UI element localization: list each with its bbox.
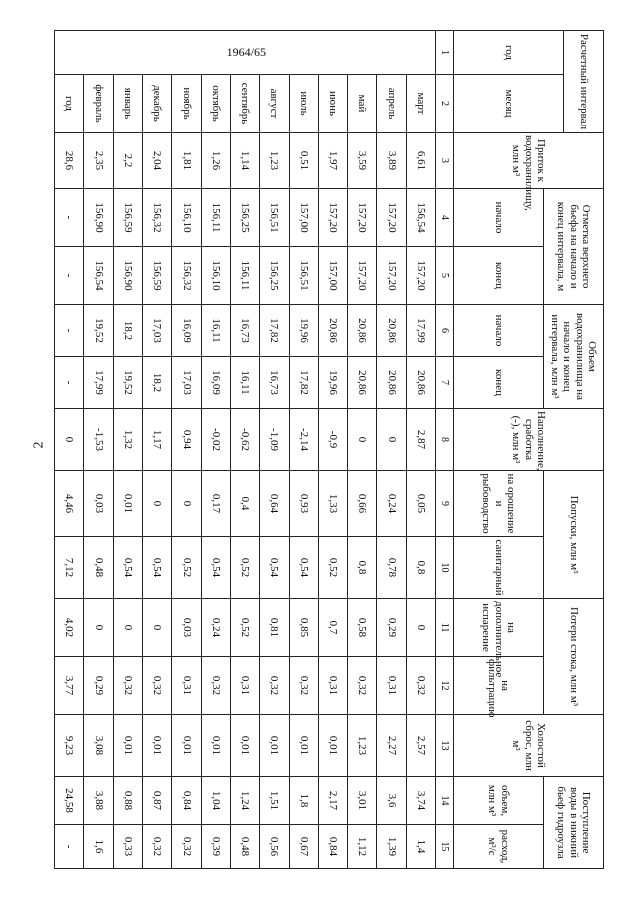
value-cell: 0,56 — [260, 825, 289, 869]
value-cell: 3,89 — [377, 133, 406, 189]
column-index-cell: 7 — [436, 357, 454, 409]
value-cell: 0,84 — [172, 777, 201, 825]
value-cell: 20,86 — [377, 357, 406, 409]
value-cell: 156,32 — [172, 247, 201, 305]
value-cell: 0,32 — [172, 825, 201, 869]
value-cell: 157,20 — [348, 247, 377, 305]
table-row — [260, 31, 289, 869]
value-cell: 0,32 — [260, 657, 289, 715]
value-cell: 16,11 — [230, 357, 259, 409]
value-cell: 156,11 — [230, 247, 259, 305]
value-cell: 156,10 — [172, 189, 201, 247]
value-cell: - — [55, 189, 84, 247]
value-cell: 16,11 — [201, 305, 230, 357]
value-cell: - — [55, 305, 84, 357]
value-cell: 19,96 — [289, 305, 318, 357]
table-row — [201, 31, 230, 869]
header-sanitary: санитарный — [454, 537, 544, 599]
value-cell: 7,12 — [55, 537, 84, 599]
value-cell: 0,31 — [230, 657, 259, 715]
column-index-cell: 9 — [436, 471, 454, 537]
value-cell: 0,48 — [84, 537, 113, 599]
year-cell — [55, 31, 436, 75]
value-cell: 0,31 — [172, 657, 201, 715]
value-cell: 1,51 — [260, 777, 289, 825]
value-cell: 0 — [143, 599, 172, 657]
value-cell: 156,54 — [84, 247, 113, 305]
value-cell: 16,09 — [172, 305, 201, 357]
value-cell: 3,6 — [377, 777, 406, 825]
header-level-end: конец — [454, 247, 544, 305]
header-volume-start: начало — [454, 305, 544, 357]
table-row — [172, 31, 201, 869]
value-cell: 2,35 — [84, 133, 113, 189]
value-cell: 17,82 — [289, 357, 318, 409]
value-cell: 156,59 — [143, 247, 172, 305]
value-cell: 0,32 — [348, 657, 377, 715]
value-cell: 0,52 — [172, 537, 201, 599]
value-cell: 0,01 — [172, 715, 201, 777]
value-cell: -0,62 — [230, 409, 259, 471]
value-cell: 0,78 — [377, 537, 406, 599]
month-cell: декабрь — [143, 75, 172, 133]
value-cell: 0,01 — [201, 715, 230, 777]
value-cell: 0,66 — [348, 471, 377, 537]
value-cell: 0,54 — [260, 537, 289, 599]
header-level-start: начало — [454, 189, 544, 247]
value-cell: 0 — [143, 471, 172, 537]
table-row — [230, 31, 259, 869]
value-cell: 1,6 — [84, 825, 113, 869]
value-cell: 0,52 — [230, 537, 259, 599]
value-cell: 0,81 — [260, 599, 289, 657]
value-cell: 1,04 — [201, 777, 230, 825]
value-cell: 3,59 — [348, 133, 377, 189]
table-row — [348, 31, 377, 869]
value-cell: 3,88 — [84, 777, 113, 825]
value-cell: 0,32 — [113, 657, 142, 715]
value-cell: 19,52 — [113, 357, 142, 409]
value-cell: 0,54 — [201, 537, 230, 599]
value-cell: -1,53 — [84, 409, 113, 471]
value-cell: 19,52 — [84, 305, 113, 357]
value-cell: -0,9 — [318, 409, 347, 471]
column-index-cell: 10 — [436, 537, 454, 599]
month-cell: июль — [289, 75, 318, 133]
value-cell: 17,82 — [260, 305, 289, 357]
value-cell: 0,32 — [406, 657, 435, 715]
value-cell: 0,05 — [406, 471, 435, 537]
table-row — [318, 31, 347, 869]
value-cell: 9,23 — [55, 715, 84, 777]
value-cell: 0 — [55, 409, 84, 471]
value-cell: 20,86 — [348, 357, 377, 409]
value-cell: 28,6 — [55, 133, 84, 189]
reservoir-balance-table — [54, 30, 604, 869]
value-cell: 156,59 — [113, 189, 142, 247]
value-cell: 1,32 — [113, 409, 142, 471]
value-cell: 1,81 — [172, 133, 201, 189]
value-cell: 1,39 — [377, 825, 406, 869]
value-cell: 1,33 — [318, 471, 347, 537]
value-cell: 1,97 — [318, 133, 347, 189]
header-month: месяц — [454, 75, 564, 133]
column-index-cell: 13 — [436, 715, 454, 777]
value-cell: 156,54 — [406, 189, 435, 247]
value-cell: 0,58 — [348, 599, 377, 657]
value-cell: 0,54 — [113, 537, 142, 599]
header-evaporation: на дополнительное испарение — [454, 599, 544, 657]
value-cell: 0,01 — [113, 715, 142, 777]
month-cell: февраль — [84, 75, 113, 133]
value-cell: 156,90 — [84, 189, 113, 247]
value-cell: 20,86 — [406, 357, 435, 409]
value-cell: 0 — [406, 599, 435, 657]
value-cell: 157,20 — [318, 189, 347, 247]
value-cell: -1,09 — [260, 409, 289, 471]
value-cell: 157,00 — [318, 247, 347, 305]
header-volume: Объем водохранилища на начало и конец интервала, млн м³ — [544, 305, 604, 409]
value-cell: 0,32 — [143, 825, 172, 869]
value-cell: 0,31 — [377, 657, 406, 715]
value-cell: - — [55, 247, 84, 305]
header-downstream: Поступление воды в нижний бьеф гидроузла — [544, 777, 604, 869]
value-cell: - — [55, 825, 84, 869]
value-cell: 0 — [172, 471, 201, 537]
value-cell: 0,31 — [318, 657, 347, 715]
value-cell: 0,29 — [84, 657, 113, 715]
column-index-cell: 2 — [436, 75, 454, 133]
value-cell: 20,86 — [348, 305, 377, 357]
value-cell: 16,09 — [201, 357, 230, 409]
value-cell: 3,74 — [406, 777, 435, 825]
value-cell: 0,51 — [289, 133, 318, 189]
value-cell: 157,20 — [377, 247, 406, 305]
header-fill: Наполнение, сработка (-), млн м³ — [454, 409, 604, 471]
value-cell: 0,29 — [377, 599, 406, 657]
header-year: год — [454, 31, 564, 75]
value-cell: 17,99 — [406, 305, 435, 357]
value-cell: 0,17 — [201, 471, 230, 537]
value-cell: 0,85 — [289, 599, 318, 657]
page-number: 2 — [31, 441, 47, 449]
value-cell: 0,03 — [84, 471, 113, 537]
column-index-cell: 11 — [436, 599, 454, 657]
header-releases: Попуски, млн м³ — [544, 471, 604, 599]
column-index-cell: 15 — [436, 825, 454, 869]
month-cell: март — [406, 75, 435, 133]
table-row — [289, 31, 318, 869]
value-cell: 18,2 — [113, 305, 142, 357]
value-cell: 156,10 — [201, 247, 230, 305]
value-cell: 1,23 — [348, 715, 377, 777]
month-cell: август — [260, 75, 289, 133]
value-cell: 17,03 — [172, 357, 201, 409]
header-downstream-volume: объем, млн м³ — [454, 777, 544, 825]
value-cell: 0,01 — [230, 715, 259, 777]
value-cell: 2,57 — [406, 715, 435, 777]
column-index-cell: 3 — [436, 133, 454, 189]
value-cell: 0,24 — [201, 599, 230, 657]
header-losses: Потери стока, млн м³ — [544, 599, 604, 715]
column-index-cell: 1 — [436, 31, 454, 75]
value-cell: 1,26 — [201, 133, 230, 189]
value-cell: 157,00 — [289, 189, 318, 247]
table-row — [406, 31, 435, 869]
value-cell: 0,84 — [318, 825, 347, 869]
value-cell: -0,02 — [201, 409, 230, 471]
value-cell: 0,01 — [318, 715, 347, 777]
value-cell: 3,77 — [55, 657, 84, 715]
value-cell: 17,99 — [84, 357, 113, 409]
value-cell: 0,01 — [113, 471, 142, 537]
value-cell: 0,8 — [406, 537, 435, 599]
value-cell: 1,24 — [230, 777, 259, 825]
value-cell: 20,86 — [377, 305, 406, 357]
month-cell: январь — [113, 75, 142, 133]
value-cell: 3,01 — [348, 777, 377, 825]
header-upper-level: Отметка верхнего бьефа на начало и конец интервала, м — [544, 189, 604, 305]
value-cell: 2,04 — [143, 133, 172, 189]
value-cell: 0,67 — [289, 825, 318, 869]
value-cell: 1,4 — [406, 825, 435, 869]
value-cell: 2,2 — [113, 133, 142, 189]
value-cell: 156,32 — [143, 189, 172, 247]
column-index-row — [436, 31, 454, 869]
header-volume-end: конец — [454, 357, 544, 409]
value-cell: 16,73 — [260, 357, 289, 409]
value-cell: 2,17 — [318, 777, 347, 825]
value-cell: 0,94 — [172, 409, 201, 471]
value-cell: 157,20 — [377, 189, 406, 247]
table-row — [55, 31, 84, 869]
value-cell: 0,54 — [143, 537, 172, 599]
column-index-cell: 12 — [436, 657, 454, 715]
header-inflow: Приток к водохранилищу, млн м³ — [454, 133, 604, 189]
value-cell: 156,51 — [289, 247, 318, 305]
table-row — [84, 31, 113, 869]
value-cell: 0,33 — [113, 825, 142, 869]
month-cell: год — [55, 75, 84, 133]
month-cell: сентябрь — [230, 75, 259, 133]
value-cell: 3,08 — [84, 715, 113, 777]
header-discharge: расход, м³/с — [454, 825, 544, 869]
value-cell: 0,01 — [289, 715, 318, 777]
value-cell: 0,52 — [230, 599, 259, 657]
value-cell: 0,54 — [289, 537, 318, 599]
value-cell: 1,8 — [289, 777, 318, 825]
value-cell: 0,24 — [377, 471, 406, 537]
value-cell: 0,48 — [230, 825, 259, 869]
value-cell: 156,90 — [113, 247, 142, 305]
value-cell: 17,03 — [143, 305, 172, 357]
value-cell: 0,8 — [348, 537, 377, 599]
value-cell: 1,23 — [260, 133, 289, 189]
value-cell: 20,86 — [318, 305, 347, 357]
value-cell: 0,03 — [172, 599, 201, 657]
value-cell: 0,7 — [318, 599, 347, 657]
value-cell: 0 — [348, 409, 377, 471]
table-row — [113, 31, 142, 869]
month-cell: октябрь — [201, 75, 230, 133]
value-cell: 156,25 — [230, 189, 259, 247]
column-index-cell: 4 — [436, 189, 454, 247]
column-index-cell: 6 — [436, 305, 454, 357]
value-cell: 156,25 — [260, 247, 289, 305]
table-row — [377, 31, 406, 869]
value-cell: 157,20 — [406, 247, 435, 305]
value-cell: 0 — [113, 599, 142, 657]
value-cell: 24,58 — [55, 777, 84, 825]
value-cell: 0 — [377, 409, 406, 471]
year-label: 1964/65 — [226, 44, 267, 59]
table-row — [143, 31, 172, 869]
value-cell: 0,64 — [260, 471, 289, 537]
value-cell: 6,61 — [406, 133, 435, 189]
value-cell: - — [55, 357, 84, 409]
column-index-cell: 8 — [436, 409, 454, 471]
column-index-cell: 5 — [436, 247, 454, 305]
value-cell: 0,93 — [289, 471, 318, 537]
value-cell: 0,39 — [201, 825, 230, 869]
value-cell: 1,12 — [348, 825, 377, 869]
value-cell: 1,14 — [230, 133, 259, 189]
value-cell: 0,01 — [143, 715, 172, 777]
month-cell: июнь — [318, 75, 347, 133]
value-cell: 19,96 — [318, 357, 347, 409]
value-cell: 0,88 — [113, 777, 142, 825]
value-cell: 0,32 — [143, 657, 172, 715]
table-container — [54, 30, 604, 868]
month-cell: апрель — [377, 75, 406, 133]
value-cell: 0,32 — [289, 657, 318, 715]
value-cell: 16,73 — [230, 305, 259, 357]
value-cell: 4,46 — [55, 471, 84, 537]
value-cell: 156,11 — [201, 189, 230, 247]
value-cell: 1,17 — [143, 409, 172, 471]
header-filtration: на фильтрацию — [454, 657, 544, 715]
value-cell: 0 — [84, 599, 113, 657]
value-cell: -2,14 — [289, 409, 318, 471]
header-irrigation: на орошение и рыбоводство — [454, 471, 544, 537]
value-cell: 0,52 — [318, 537, 347, 599]
month-cell: ноябрь — [172, 75, 201, 133]
header-idle: Холостой сброс, млн м³ — [454, 715, 604, 777]
value-cell: 0,87 — [143, 777, 172, 825]
month-cell: май — [348, 75, 377, 133]
value-cell: 0,01 — [260, 715, 289, 777]
header-interval: Расчетный интервал — [564, 31, 604, 133]
column-index-cell: 14 — [436, 777, 454, 825]
value-cell: 2,27 — [377, 715, 406, 777]
value-cell: 0,32 — [201, 657, 230, 715]
value-cell: 18,2 — [143, 357, 172, 409]
value-cell: 4,02 — [55, 599, 84, 657]
value-cell: 0,4 — [230, 471, 259, 537]
value-cell: 2,87 — [406, 409, 435, 471]
value-cell: 156,51 — [260, 189, 289, 247]
value-cell: 157,20 — [348, 189, 377, 247]
